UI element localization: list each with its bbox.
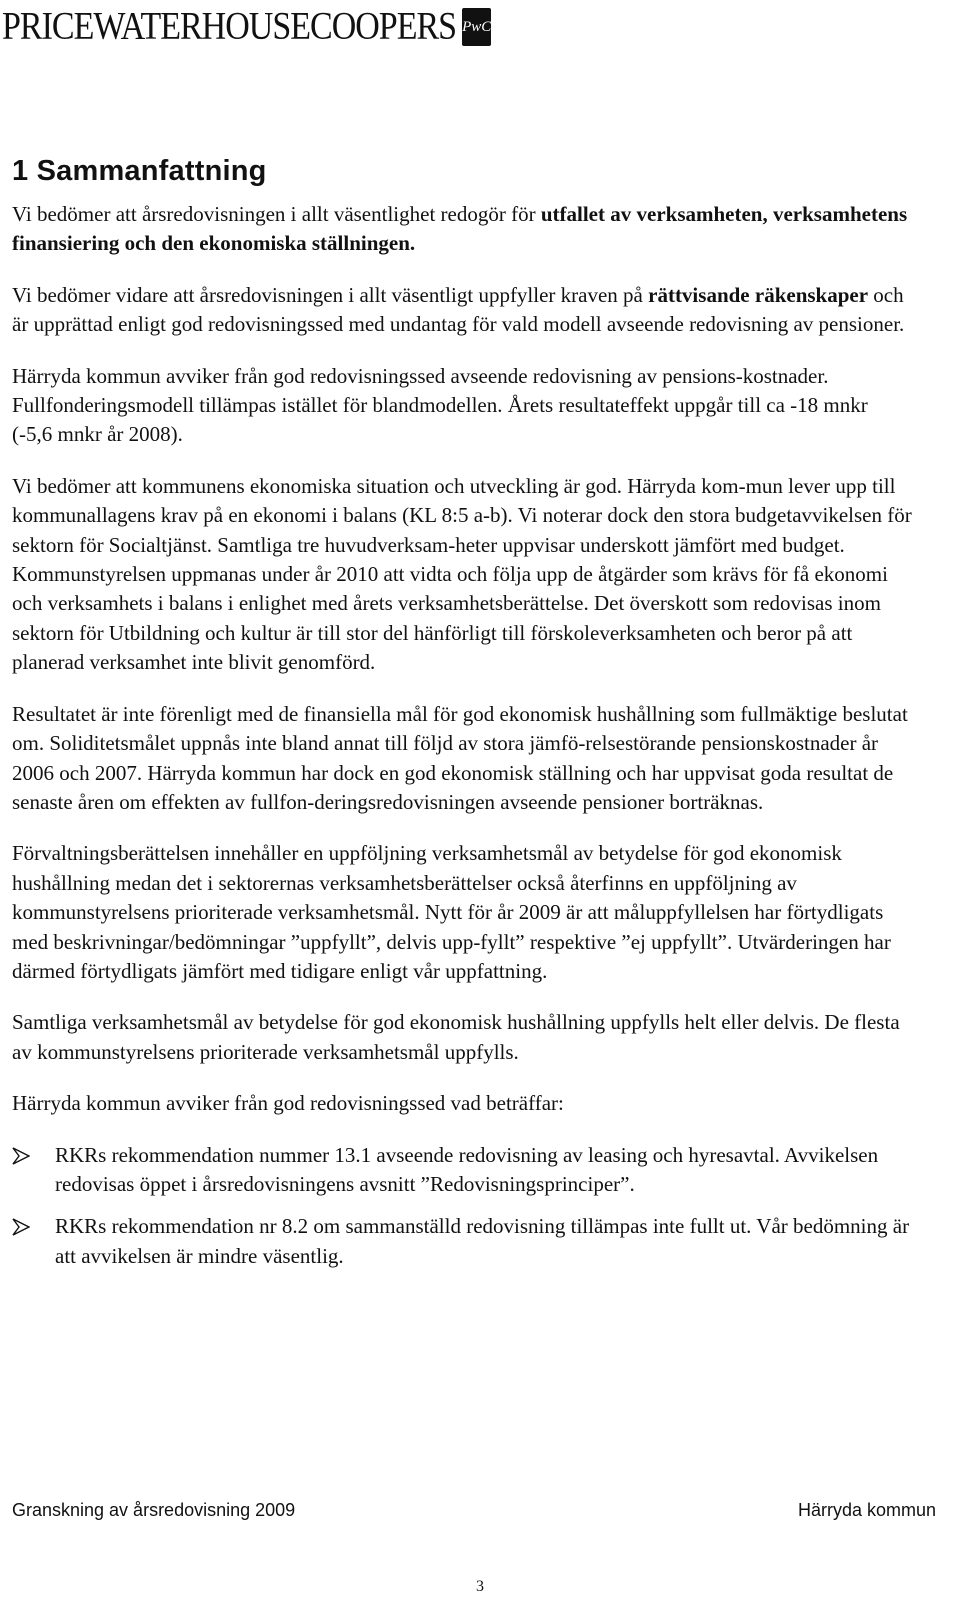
paragraph [12, 839, 912, 986]
paragraph [12, 200, 912, 259]
paragraph-text: Förvaltningsberättelsen innehåller en uppföljning verksamhetsmål av betydelse för god ekonomisk hushållning medan det i sektorernas verksamhetsberättelser också återfinns en uppföljning av kommunstyrelsens prioriterade verksamhetsmål. Nytt för år 2009 är att måluppfyllelsen har förtydligats med beskrivningar/bedömningar ”uppfyllt”, delvis upp-fyllt” respektive ”ej uppfyllt”. Utvärderingen har därmed förtydligats jämfört med tidigare enligt vår uppfattning. [12, 841, 891, 983]
paragraphs [12, 200, 912, 1119]
main-content [12, 155, 912, 1284]
footer [12, 1500, 936, 1521]
arrow-bullet-icon [12, 1147, 30, 1165]
section-title: 1 Sammanfattning [12, 155, 267, 187]
paragraph-text: Vi bedömer att årsredovisningen i allt väsentlighet redogör för [12, 202, 541, 226]
footer-document-title: Granskning av årsredovisning 2009 [12, 1500, 296, 1520]
paragraph-text: Resultatet är inte förenligt med de finansiella mål för god ekonomisk hushållning som fullmäktige beslutat om. Soliditetsmålet uppnås inte bland annat till följd av stora jämfö-relsestörande pensionskostnader år 2006 och 2007. Härryda kommun har dock en god ekonomisk ställning och har uppvisat goda resultat de senaste åren om effekten av fullfon-deringsredovisningen avseende pensioner borträknas. [12, 701, 908, 814]
logo-seal: PwC [462, 8, 491, 46]
paragraph-text: Vi bedömer vidare att årsredovisningen i allt väsentligt uppfyller kraven på [12, 282, 649, 307]
emphasized-text: rättvisande räkenskaper [648, 282, 869, 307]
paragraph [12, 472, 912, 678]
paragraph-text: Vi bedömer att kommunens ekonomiska situation och utveckling är god. Härryda kom-mun lever upp till kommunallagens krav på en ekonomi i balans (KL 8:5 a-b). Vi noterar dock den stora budgetavvikelsen för sektorn för Socialtjänst. Samtliga tre huvudverksam-heter uppvisar underskott jämfört med budget. Kommunstyrelsen uppmanas under år 2010 att vidta och följa upp de åtgärder som krävs för få ekonomi och verksamhets i balans i enlighet med årets verksamhetsberättelse. Det överskott som redovisas inom sektorn för Utbildning och kultur är till stor del hänförligt till förskoleverksamheten och beror på att planerad verksamhet inte blivit genomförd. [12, 473, 912, 675]
arrow-bullet-icon [12, 1218, 30, 1236]
paragraph [12, 700, 912, 818]
company-logo [2, 4, 492, 50]
bullet-item [12, 1212, 912, 1271]
footer-municipality: Härryda kommun [797, 1500, 936, 1520]
paragraph [12, 1089, 912, 1118]
paragraph-text: Samtliga verksamhetsmål av betydelse för god ekonomisk hushållning uppfylls helt eller delvis. De flesta av kommunstyrelsens prioriterade verksamhetsmål uppfylls. [12, 1010, 900, 1064]
emphasized-text: utfallet av verksamheten, verksamhetens finansiering och den ekonomiska ställningen. [12, 202, 908, 256]
bullet-list [12, 1141, 912, 1272]
paragraph-text: Härryda kommun avviker från god redovisningssed avseende redovisning av pensions-kostnader. Fullfonderingsmodell tillämpas istället för blandmodellen. Årets resultateffekt uppgår till ca -18 mnkr (-5,6 mnkr år 2008). [12, 363, 868, 447]
logo-wordmark: PRICEWATERHOUSECOOPERS [2, 5, 457, 48]
bullet-text: RKRs rekommendation nummer 13.1 avseende redovisning av leasing och hyresavtal. Avvikelsen redovisas öppet i årsredovisningens avsnitt ”Redovisningsprinciper”. [55, 1142, 879, 1196]
paragraph [12, 362, 912, 450]
paragraph [12, 1008, 912, 1067]
paragraph-text: Härryda kommun avviker från god redovisningssed vad beträffar: [12, 1091, 564, 1116]
page-number: 3 [476, 1578, 484, 1595]
bullet-item [12, 1141, 912, 1200]
paragraph-text: och är upprättad enligt god redovisningssed med undantag för vald modell avseende redovisning av pensioner. [12, 282, 905, 337]
bullet-text: RKRs rekommendation nr 8.2 om sammanställd redovisning tillämpas inte fullt ut. Vår bedömning är att avvikelsen är mindre väsentlig. [55, 1214, 910, 1268]
paragraph [12, 281, 912, 340]
